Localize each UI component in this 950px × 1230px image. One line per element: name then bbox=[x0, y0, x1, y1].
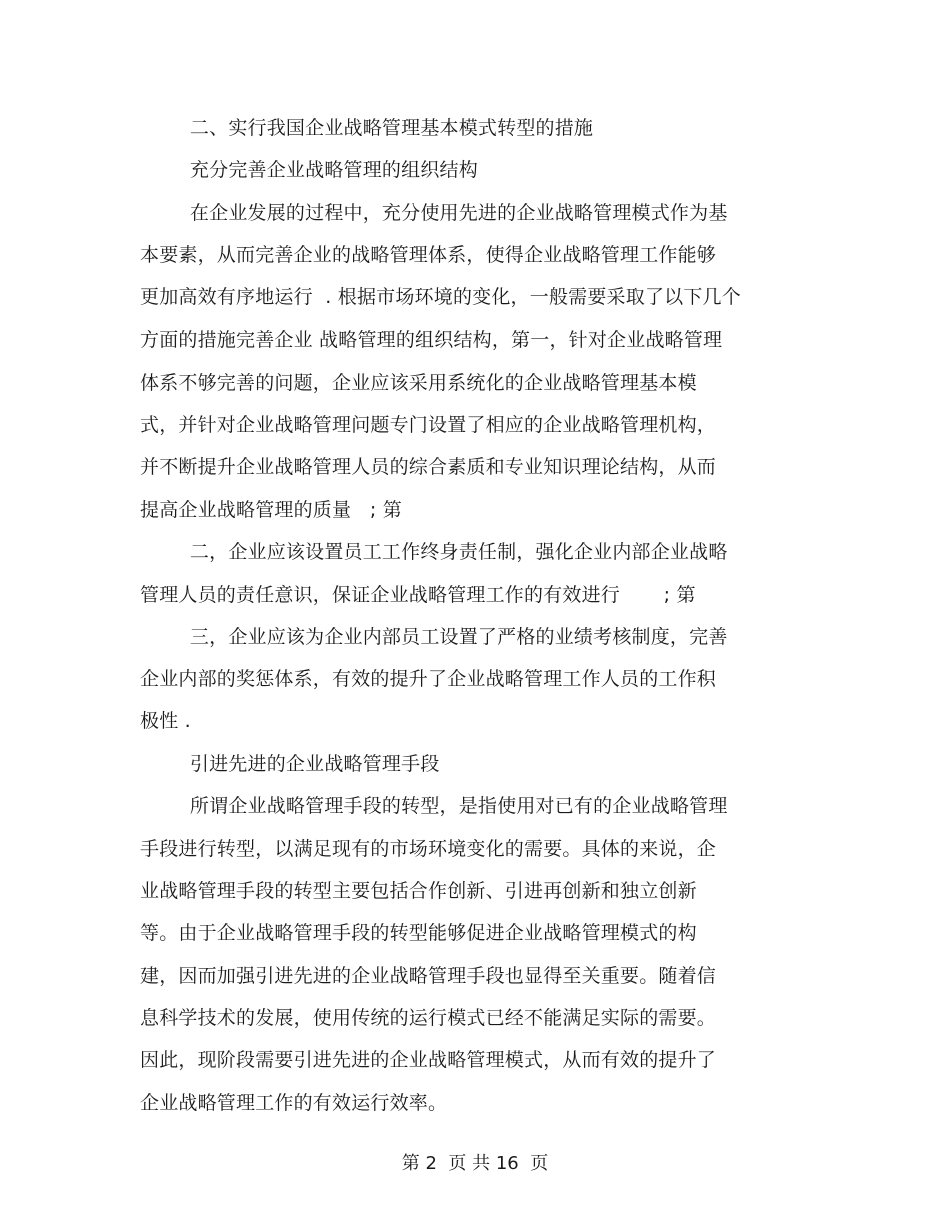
paragraph-line: 并不断提升企业战略管理人员的综合素质和专业知识理论结构，从而 bbox=[140, 456, 717, 478]
paragraph-line: 式，并针对企业战略管理问题专门设置了相应的企业战略管理机构， bbox=[140, 414, 717, 436]
page-number-footer: 第 2 页 共 16 页 bbox=[401, 1153, 549, 1174]
paragraph-line: 二，企业应该设置员工工作终身责任制，强化企业内部企业战略 bbox=[140, 541, 728, 563]
section-heading: 二、实行我国企业战略管理基本模式转型的措施 bbox=[140, 117, 594, 139]
paragraph-line: 三，企业应该为企业内部员工设置了严格的业绩考核制度，完善 bbox=[140, 626, 728, 648]
subsection-heading: 引进先进的企业战略管理手段 bbox=[140, 753, 440, 775]
paragraph-line: 业战略管理手段的转型主要包括合作创新、引进再创新和独立创新 bbox=[140, 880, 697, 902]
paragraph-line: 所谓企业战略管理手段的转型，是指使用对已有的企业战略管理 bbox=[140, 795, 728, 817]
paragraph-line: 手段进行转型，以满足现有的市场环境变化的需要。具体的来说，企 bbox=[140, 838, 717, 860]
paragraph-line: 体系不够完善的问题，企业应该采用系统化的企业战略管理基本模 bbox=[140, 372, 697, 394]
paragraph-line: 提高企业战略管理的质量 ; 第 bbox=[140, 499, 402, 521]
paragraph-line: 本要素，从而完善企业的战略管理体系，使得企业战略管理工作能够 bbox=[140, 244, 717, 266]
paragraph-line: 方面的措施完善企业 战略管理的组织结构，第一，针对企业战略管理 bbox=[140, 329, 723, 351]
paragraph-line: 管理人员的责任意识，保证企业战略管理工作的有效进行 ; 第 bbox=[140, 584, 696, 606]
subsection-heading: 充分完善企业战略管理的组织结构 bbox=[140, 159, 478, 181]
paragraph-line: 企业战略管理工作的有效运行效率。 bbox=[140, 1092, 448, 1114]
paragraph-line: 极性 . bbox=[140, 710, 191, 732]
paragraph-line: 息科学技术的发展，使用传统的运行模式已经不能满足实际的需要。 bbox=[140, 1007, 717, 1029]
paragraph-line: 在企业发展的过程中，充分使用先进的企业战略管理模式作为基 bbox=[140, 202, 728, 224]
paragraph-line: 建，因而加强引进先进的企业战略管理手段也显得至关重要。随着信 bbox=[140, 965, 717, 987]
paragraph-line: 更加高效有序地运行 . 根据市场环境的变化，一般需要采取了以下几个 bbox=[140, 286, 741, 308]
paragraph-line: 因此，现阶段需要引进先进的企业战略管理模式，从而有效的提升了 bbox=[140, 1049, 717, 1071]
paragraph-line: 企业内部的奖惩体系，有效的提升了企业战略管理工作人员的工作积 bbox=[140, 668, 717, 690]
paragraph-line: 等。由于企业战略管理手段的转型能够促进企业战略管理模式的构 bbox=[140, 922, 697, 944]
